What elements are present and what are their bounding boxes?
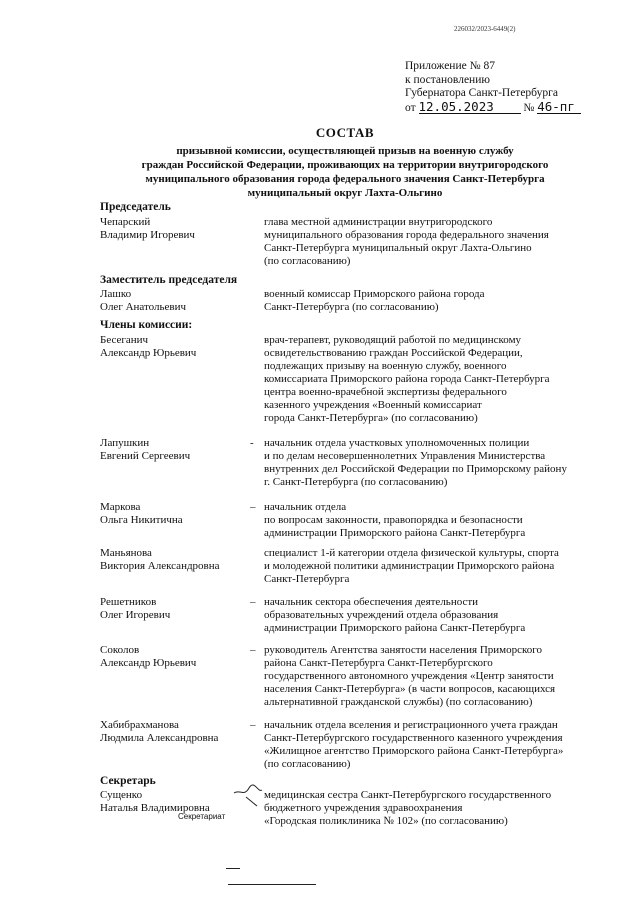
- title-main: СОСТАВ: [315, 125, 375, 140]
- member-dash: -: [250, 437, 254, 449]
- appendix-block: [405, 60, 581, 115]
- member-position: начальник отдела по вопросам законности, правопорядка и безопасности администрации Приморского района Санкт-Петербурга: [264, 501, 526, 539]
- document-number: 226032/2023-6449(2): [454, 25, 516, 33]
- member-position: руководитель Агентства занятости населения Приморского района Санкт-Петербурга Санкт-Петербургского государственного автономного учреждения «Центр занятости населения Санкт-Петербурга» (в части вопросов, касающихся альтернативной гражданской службы) (по согласованию): [264, 644, 556, 708]
- member-position: специалист 1-й категории отдела физической культуры, спорта и молодежной политики администрации Приморского района Санкт-Петербурга: [264, 547, 559, 585]
- appendix-ref: к постановлению: [405, 73, 490, 86]
- date-prefix: от: [405, 101, 416, 114]
- secretariat-stamp: Секретариат: [178, 812, 226, 821]
- member-name: Маньянова Виктория Александровна: [100, 547, 220, 572]
- decree-number: 46-пг: [537, 101, 581, 114]
- footer-mark: [226, 868, 240, 869]
- title-line-1: призывной комиссии, осуществляющей призыв на военную службу: [176, 145, 514, 157]
- member-position: начальник отдела участковых уполномоченных полиции и по делам несовершеннолетних Управления Министерства внутренних дел Российской Федерации по Приморскому району г. Санкт-Петербурга (по согласованию): [264, 437, 567, 488]
- member-name: Чепарский Владимир Игоревич: [100, 216, 195, 241]
- appendix-date-line: [405, 98, 581, 116]
- member-position: медицинская сестра Санкт-Петербургского государственного бюджетного учреждения здравоохранения «Городская поликлиника № 102» (по согласованию): [264, 789, 552, 827]
- member-position: начальник сектора обеспечения деятельности образовательных учреждений отдела образования администрации Приморского района Санкт-Петербурга: [264, 596, 526, 634]
- appendix-issuer: Губернатора Санкт-Петербурга: [405, 87, 558, 99]
- member-position: глава местной администрации внутригородского муниципального образования города федерального значения Санкт-Петербурга муниципальный округ Лахта-Ольгино (по согласованию): [264, 216, 549, 267]
- member-dash: –: [250, 644, 256, 656]
- member-name: Хабибрахманова Людмила Александровна: [100, 719, 219, 744]
- signature-mark: [232, 779, 264, 809]
- section-members: Члены комиссии:: [100, 319, 193, 331]
- number-prefix: №: [523, 101, 535, 114]
- decree-date: 12.05.2023: [419, 101, 521, 114]
- member-position: военный комиссар Приморского района города Санкт-Петербурга (по согласованию): [264, 288, 485, 313]
- appendix-number: Приложение № 87: [405, 60, 495, 72]
- member-name: Лашко Олег Анатольевич: [100, 288, 187, 313]
- title-line-4: муниципальный округ Лахта-Ольгино: [247, 187, 443, 199]
- member-dash: –: [250, 596, 256, 608]
- title-line-3: муниципального образования города федерального значения Санкт-Петербурга: [145, 173, 545, 185]
- footer-line: [228, 884, 316, 885]
- member-name: Сущенко Наталья Владимировна: [100, 789, 210, 814]
- member-name: Соколов Александр Юрьевич: [100, 644, 197, 669]
- section-deputy: Заместитель председателя: [100, 274, 238, 286]
- document-title: [90, 125, 600, 200]
- section-secretary: Секретарь: [100, 775, 156, 787]
- member-name: Маркова Ольга Никитична: [100, 501, 183, 526]
- member-position: врач-терапевт, руководящий работой по медицинскому освидетельствованию граждан Российской Федерации, подлежащих призыву на военную службу, военного комиссариата Приморского района города Санкт-Петербурга центра военно-врачебной экспертизы федерального казенного учреждения «Военный комиссариат города Санкт-Петербурга» (по согласованию): [264, 334, 550, 424]
- member-name: Решетников Олег Игоревич: [100, 596, 171, 621]
- member-name: Лапушкин Евгений Сергеевич: [100, 437, 191, 462]
- member-name: Бесеганич Александр Юрьевич: [100, 334, 197, 359]
- title-line-2: граждан Российской Федерации, проживающих на территории внутригородского: [141, 159, 549, 171]
- member-dash: –: [250, 501, 256, 513]
- section-chair: Председатель: [100, 201, 171, 213]
- member-position: начальник отдела вселения и регистрационного учета граждан Санкт-Петербургского государственного казенного учреждения «Жилищное агентство Приморского района Санкт-Петербурга» (по согласованию): [264, 719, 564, 770]
- member-dash: –: [250, 719, 256, 731]
